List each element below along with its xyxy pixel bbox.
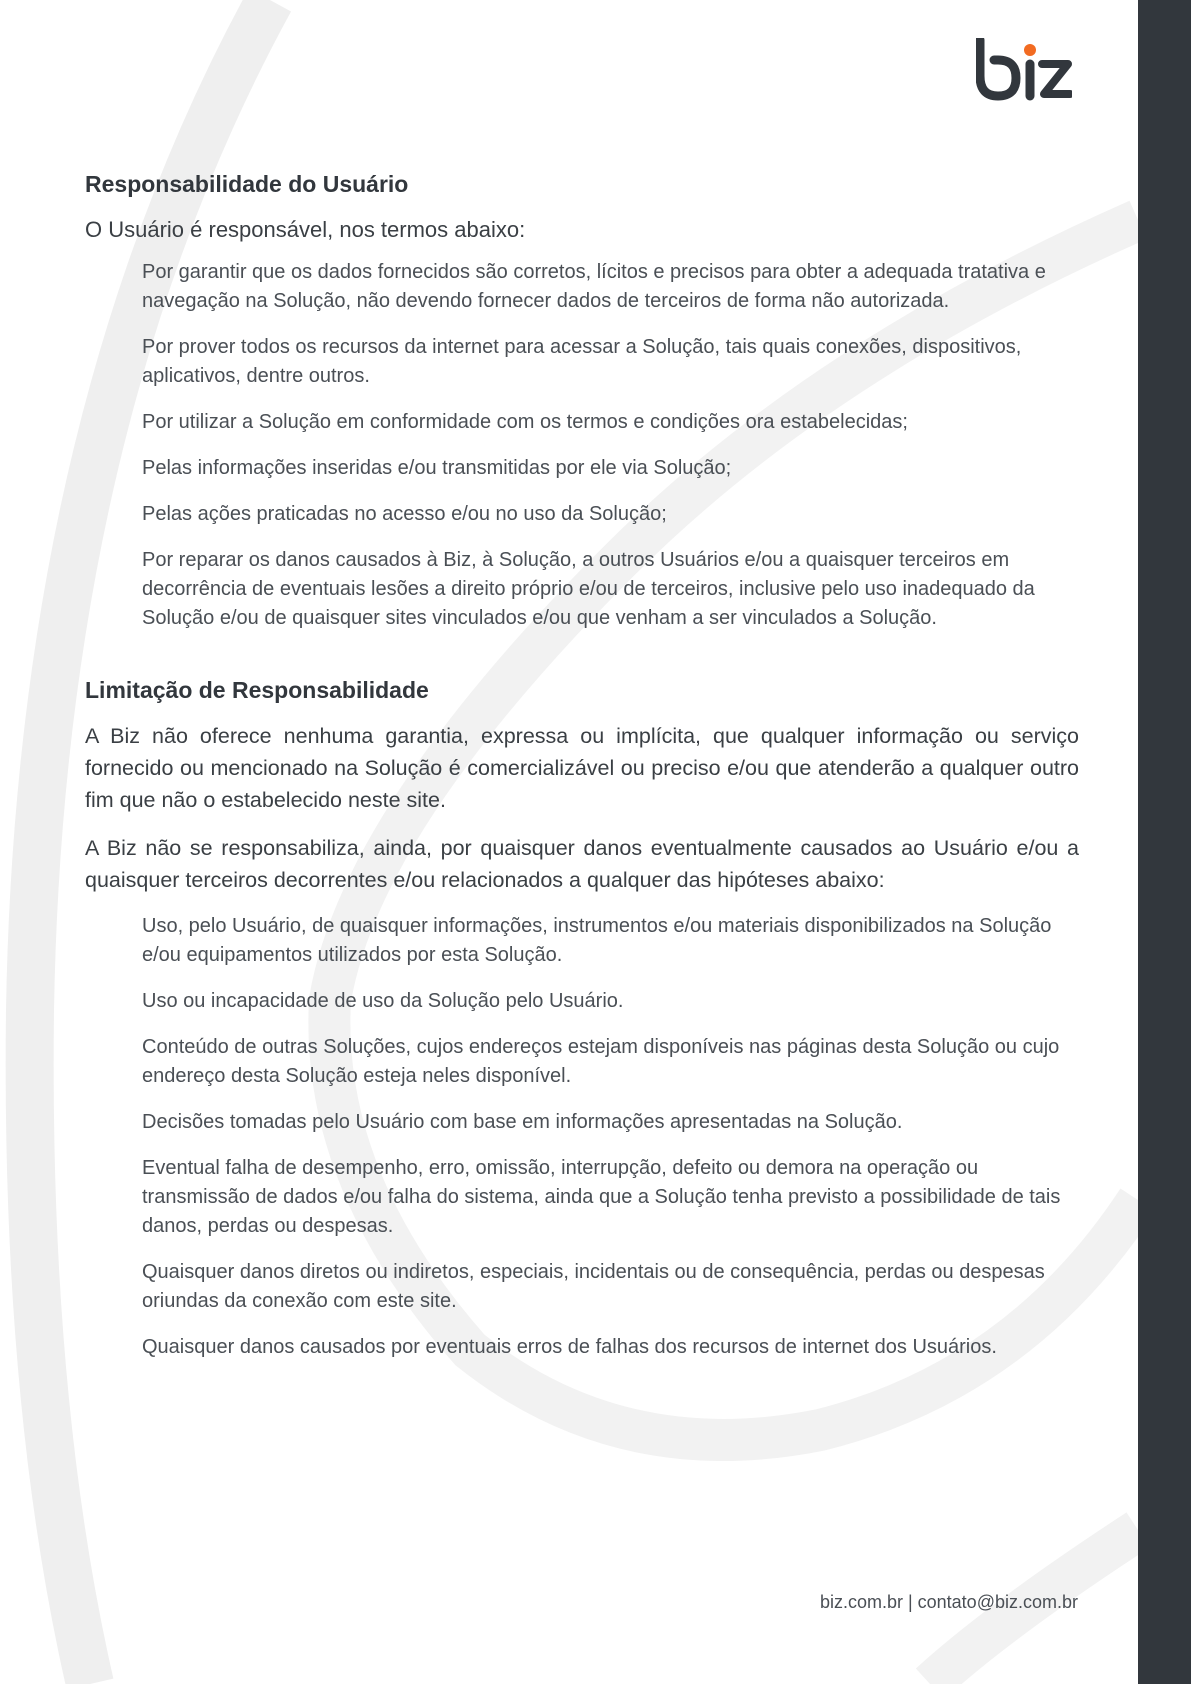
right-sidebar-bar [1138,0,1191,1684]
list-item: Pelas informações inseridas e/ou transmitidas por ele via Solução; [142,457,732,479]
list-item: Decisões tomadas pelo Usuário com base em informações apresentadas na Solução. [142,1111,903,1133]
list-item: Por reparar os danos causados à Biz, à Solução, a outros Usuários e/ou a quaisquer terceiros em decorrência de eventuais lesões a direito próprio e/ou de terceiros, inclusive pelo uso inadequado da Solução e/ou de quaisquer sites vinculados e/ou que venham a ser vinculados a Solução. [142,549,1035,629]
list-item: Por garantir que os dados fornecidos são corretos, lícitos e precisos para obter a adequada tratativa e navegação na Solução, não devendo fornecer dados de terceiros de forma não autorizada. [142,261,1046,312]
list-item: Eventual falha de desempenho, erro, omissão, interrupção, defeito ou demora na operação ou transmissão de dados e/ou falha do sistema, ainda que a Solução tenha previsto a possibilidade de tais danos, perdas ou despesas. [142,1157,1061,1237]
document-body [85,168,1079,1379]
paragraph: A Biz não se responsabiliza, ainda, por quaisquer danos eventualmente causados ao Usuário e/ou a quaisquer terceiros decorrentes e/ou relacionados a qualquer das hipóteses abaixo: [85,836,1079,892]
list-item: Uso ou incapacidade de uso da Solução pelo Usuário. [142,990,624,1012]
section-title-user-responsibility: Responsabilidade do Usuário [85,171,409,197]
list-item: Pelas ações praticadas no acesso e/ou no uso da Solução; [142,503,667,525]
biz-logo [976,38,1072,104]
logo-dot-icon [1024,44,1036,56]
paragraph: A Biz não oferece nenhuma garantia, expressa ou implícita, que qualquer informação ou serviço fornecido ou mencionado na Solução é comercializável ou preciso e/ou que atenderão a qualquer outro fim que não o estabelecido neste site. [85,724,1079,812]
list-item: Por utilizar a Solução em conformidade com os termos e condições ora estabelecidas; [142,411,908,433]
section-intro: O Usuário é responsável, nos termos abaixo: [85,217,526,242]
list-item: Quaisquer danos causados por eventuais erros de falhas dos recursos de internet dos Usuários. [142,1336,997,1358]
list-item: Por prover todos os recursos da internet para acessar a Solução, tais quais conexões, dispositivos, aplicativos, dentre outros. [142,336,1022,387]
list-item: Uso, pelo Usuário, de quaisquer informações, instrumentos e/ou materiais disponibilizados na Solução e/ou equipamentos utilizados por esta Solução. [142,915,1052,966]
section-title-liability-limitation: Limitação de Responsabilidade [85,677,429,703]
list-item: Conteúdo de outras Soluções, cujos endereços estejam disponíveis nas páginas desta Solução ou cujo endereço desta Solução esteja neles disponível. [142,1036,1060,1087]
footer-contact: biz.com.br | contato@biz.com.br [819,1592,1078,1612]
list-item: Quaisquer danos diretos ou indiretos, especiais, incidentais ou de consequência, perdas ou despesas oriundas da conexão com este site. [142,1261,1045,1312]
